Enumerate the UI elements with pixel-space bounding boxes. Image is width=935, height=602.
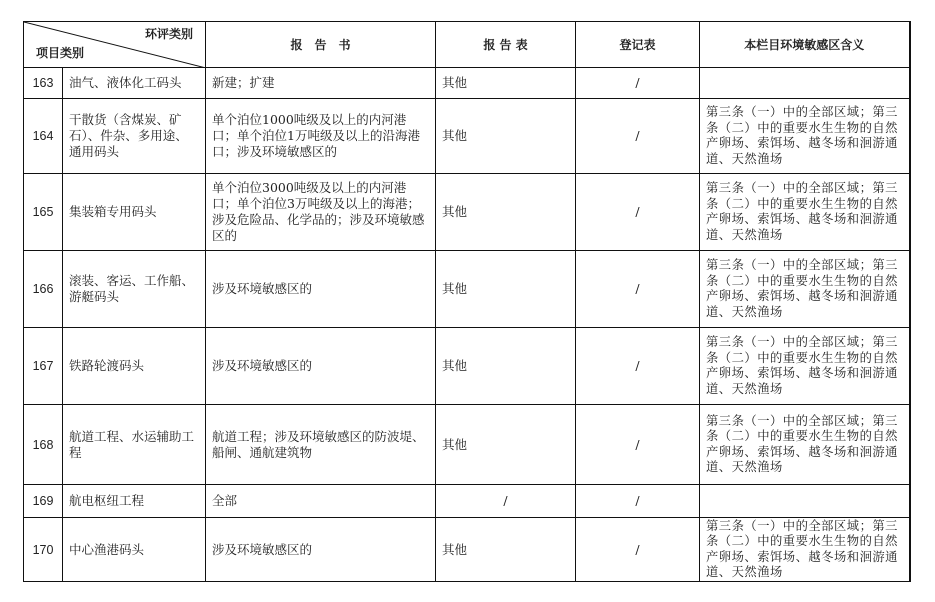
report-form-criteria: 其他 [436,99,576,174]
table-row [24,405,910,485]
report-book-criteria: 单个泊位3000吨级及以上的内河港口；单个泊位3万吨级及以上的海港；涉及危险品、化学品的；涉及环境敏感区的 [206,174,436,251]
report-book-criteria: 全部 [206,485,436,518]
project-category: 中心渔港码头 [63,518,206,582]
sensitive-area-definition [700,68,910,99]
row-number: 170 [24,518,63,582]
register-criteria: / [576,405,700,485]
sensitive-area-definition: 第三条（一）中的全部区域；第三条（二）中的重要水生生物的自然产卵场、索饵场、越冬场和洄游通道、天然渔场 [700,328,910,405]
register-criteria: / [576,251,700,328]
report-form-criteria: 其他 [436,68,576,99]
table-row [24,251,910,328]
report-book-criteria: 单个泊位1000吨级及以上的内河港口；单个泊位1万吨级及以上的沿海港口；涉及环境敏感区的 [206,99,436,174]
eia-classification-table [23,21,911,582]
table-row [24,68,910,99]
sensitive-area-definition: 第三条（一）中的全部区域；第三条（二）中的重要水生生物的自然产卵场、索饵场、越冬场和洄游通道、天然渔场 [700,405,910,485]
report-book-criteria: 涉及环境敏感区的 [206,251,436,328]
report-form-criteria: / [436,485,576,518]
sensitive-area-definition: 第三条（一）中的全部区域；第三条（二）中的重要水生生物的自然产卵场、索饵场、越冬场和洄游通道、天然渔场 [700,174,910,251]
register-criteria: / [576,174,700,251]
eia-category-label: 环评类别 [144,27,193,41]
project-category: 航道工程、水运辅助工程 [63,405,206,485]
row-number: 164 [24,99,63,174]
report-book-criteria: 新建；扩建 [206,68,436,99]
report-form-criteria: 其他 [436,328,576,405]
sensitive-area-definition: 第三条（一）中的全部区域；第三条（二）中的重要水生生物的自然产卵场、索饵场、越冬场和洄游通道、天然渔场 [700,99,910,174]
table-row [24,99,910,174]
report-book-criteria: 涉及环境敏感区的 [206,328,436,405]
project-category: 油气、液体化工码头 [63,68,206,99]
col-report-book: 报 告 书 [206,22,436,68]
table-row [24,485,910,518]
project-category: 干散货（含煤炭、矿石）、件杂、多用途、通用码头 [63,99,206,174]
row-number: 166 [24,251,63,328]
report-book-criteria: 涉及环境敏感区的 [206,518,436,582]
report-form-criteria: 其他 [436,518,576,582]
register-criteria: / [576,518,700,582]
project-category: 铁路轮渡码头 [63,328,206,405]
sensitive-area-definition: 第三条（一）中的全部区域；第三条（二）中的重要水生生物的自然产卵场、索饵场、越冬场和洄游通道、天然渔场 [700,251,910,328]
table-row [24,328,910,405]
col-register: 登记表 [576,22,700,68]
project-category: 滚装、客运、工作船、游艇码头 [63,251,206,328]
table-row [24,518,910,582]
register-criteria: / [576,328,700,405]
row-number: 169 [24,485,63,518]
report-form-criteria: 其他 [436,251,576,328]
table-row [24,174,910,251]
register-criteria: / [576,99,700,174]
header-row [24,22,910,68]
project-category: 航电枢纽工程 [63,485,206,518]
col-sensitive-area: 本栏目环境敏感区含义 [700,22,910,68]
col-report-form: 报 告 表 [436,22,576,68]
diagonal-header-cell [24,22,206,68]
register-criteria: / [576,68,700,99]
report-book-criteria: 航道工程；涉及环境敏感区的防波堤、船闸、通航建筑物 [206,405,436,485]
project-category-label: 项目类别 [36,46,85,60]
report-form-criteria: 其他 [436,174,576,251]
sensitive-area-definition: 第三条（一）中的全部区域；第三条（二）中的重要水生生物的自然产卵场、索饵场、越冬场和洄游通道、天然渔场 [700,518,910,582]
row-number: 167 [24,328,63,405]
register-criteria: / [576,485,700,518]
row-number: 168 [24,405,63,485]
project-category: 集装箱专用码头 [63,174,206,251]
sensitive-area-definition [700,485,910,518]
report-form-criteria: 其他 [436,405,576,485]
row-number: 165 [24,174,63,251]
row-number: 163 [24,68,63,99]
